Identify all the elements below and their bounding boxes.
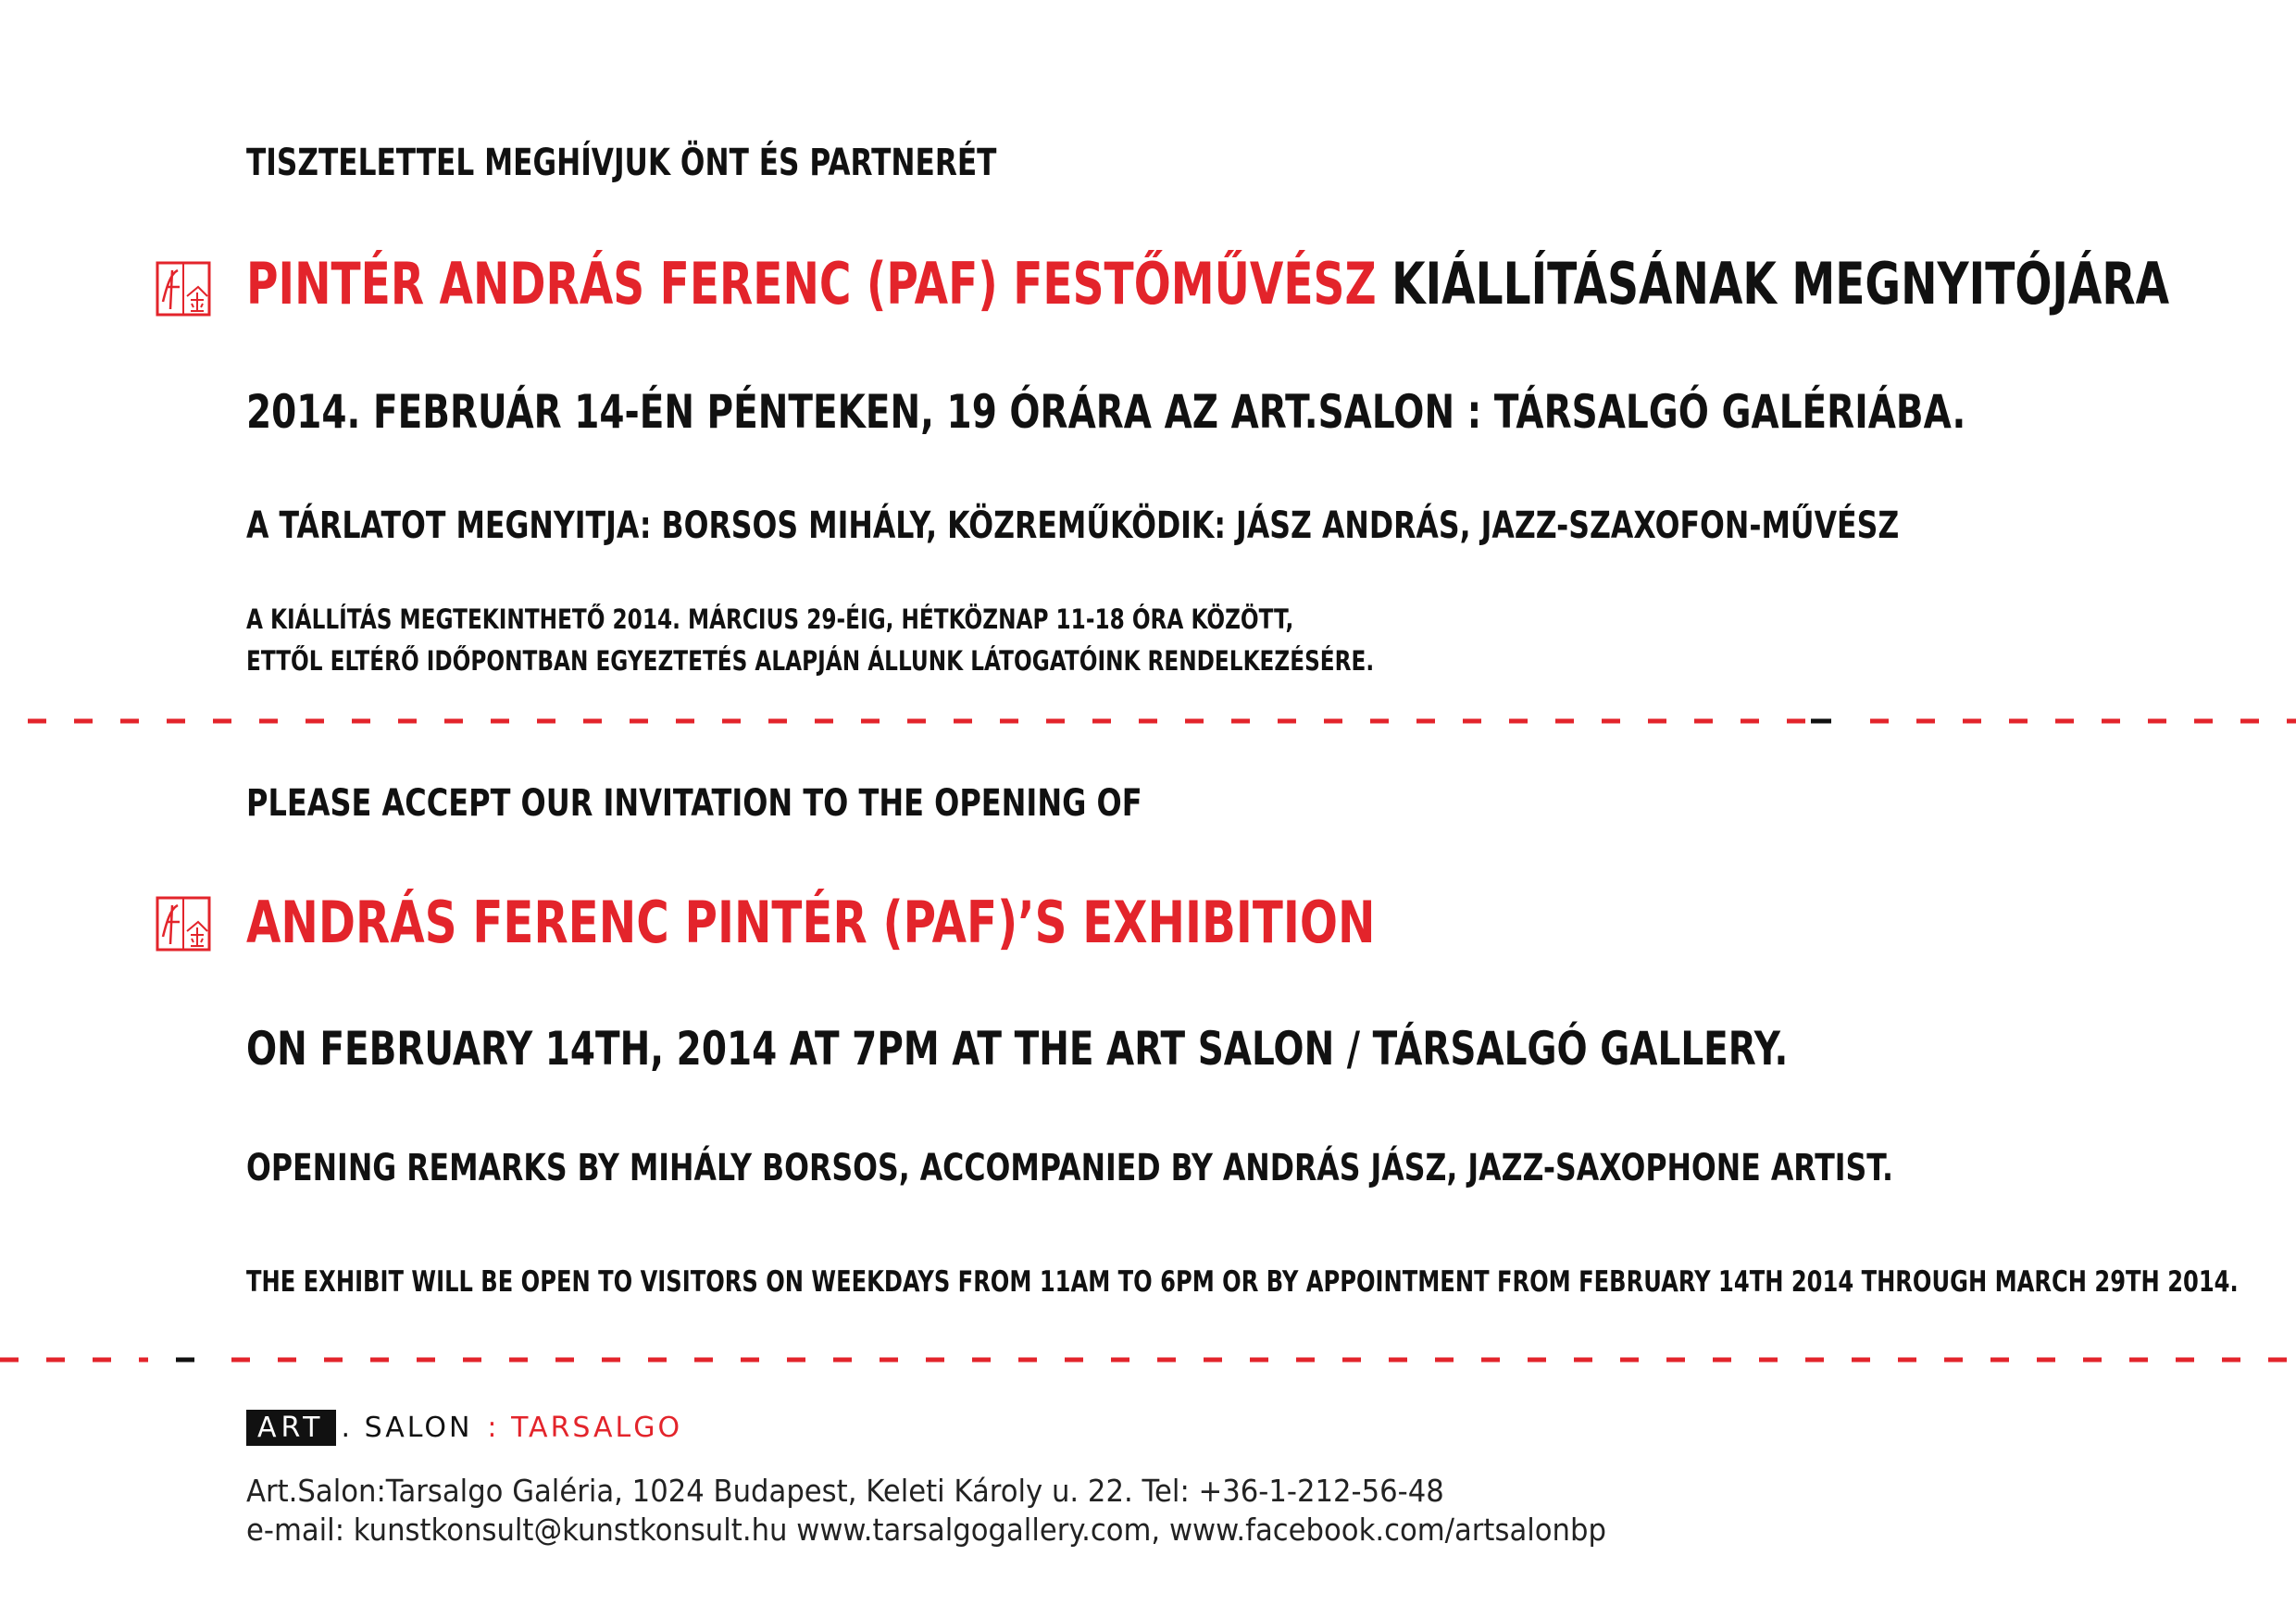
en-title: ANDRÁS FERENC PINTÉR (PAF)’S EXHIBITION xyxy=(246,889,1376,956)
en-viewing-line: THE EXHIBIT WILL BE OPEN TO VISITORS ON WEEKDAYS FROM 11AM TO 6PM OR BY APPOINTMENT FROM FEBRUARY 14TH 2014 THROUGH MARCH 29TH 2014. xyxy=(246,1265,2239,1299)
hu-opener-line: A TÁRLATOT MEGNYITJA: BORSOS MIHÁLY, KÖZREMŰKÖDIK: JÁSZ ANDRÁS, JAZZ-SZAXOFON-MŰVÉSZ xyxy=(246,504,1900,547)
logo-tarsalgo: : TARSALGO xyxy=(487,1411,683,1444)
hu-viewing-line-1: A KIÁLLÍTÁS MEGTEKINTHETŐ 2014. MÁRCIUS 29-ÉIG, HÉTKÖZNAP 11-18 ÓRA KÖZÖTT, xyxy=(246,604,1294,635)
hu-title xyxy=(246,250,2170,317)
logo-salon: . SALON xyxy=(341,1411,473,1444)
hu-title-artist: PINTÉR ANDRÁS FERENC (PAF) FESTŐMŰVÉSZ xyxy=(246,250,1377,317)
artist-seal-icon xyxy=(154,894,213,953)
en-date-line: ON FEBRUARY 14TH, 2014 AT 7PM AT THE ART SALON / TÁRSALGÓ GALLERY. xyxy=(246,1022,1789,1076)
en-opener-line: OPENING REMARKS BY MIHÁLY BORSOS, ACCOMPANIED BY ANDRÁS JÁSZ, JAZZ-SAXOPHONE ARTIST. xyxy=(246,1147,1894,1189)
gallery-logo xyxy=(246,1409,682,1446)
en-intro: PLEASE ACCEPT OUR INVITATION TO THE OPENING OF xyxy=(246,782,1142,825)
divider-dashed-bottom xyxy=(0,1355,2296,1364)
artist-seal-icon xyxy=(154,259,213,318)
gallery-contact: e-mail: kunstkonsult@kunstkonsult.hu www.tarsalgogallery.com, www.facebook.com/artsalonbp xyxy=(246,1512,1606,1548)
hu-title-event: KIÁLLÍTÁSÁNAK MEGNYITÓJÁRA xyxy=(1391,250,2170,317)
hu-viewing-line-2: ETTŐL ELTÉRŐ IDŐPONTBAN EGYEZTETÉS ALAPJÁN ÁLLUNK LÁTOGATÓINK RENDELKEZÉSÉRE. xyxy=(246,645,1375,677)
gallery-address: Art.Salon:Tarsalgo Galéria, 1024 Budapest, Keleti Károly u. 22. Tel: +36-1-212-56-48 xyxy=(246,1473,1444,1509)
hu-intro: TISZTELETTEL MEGHÍVJUK ÖNT ÉS PARTNERÉT xyxy=(246,142,997,184)
logo-art: ART xyxy=(246,1410,336,1446)
hu-date-line: 2014. FEBRUÁR 14-ÉN PÉNTEKEN, 19 ÓRÁRA AZ ART.SALON : TÁRSALGÓ GALÉRIÁBA. xyxy=(246,385,1966,439)
divider-dashed-top xyxy=(0,716,2296,726)
